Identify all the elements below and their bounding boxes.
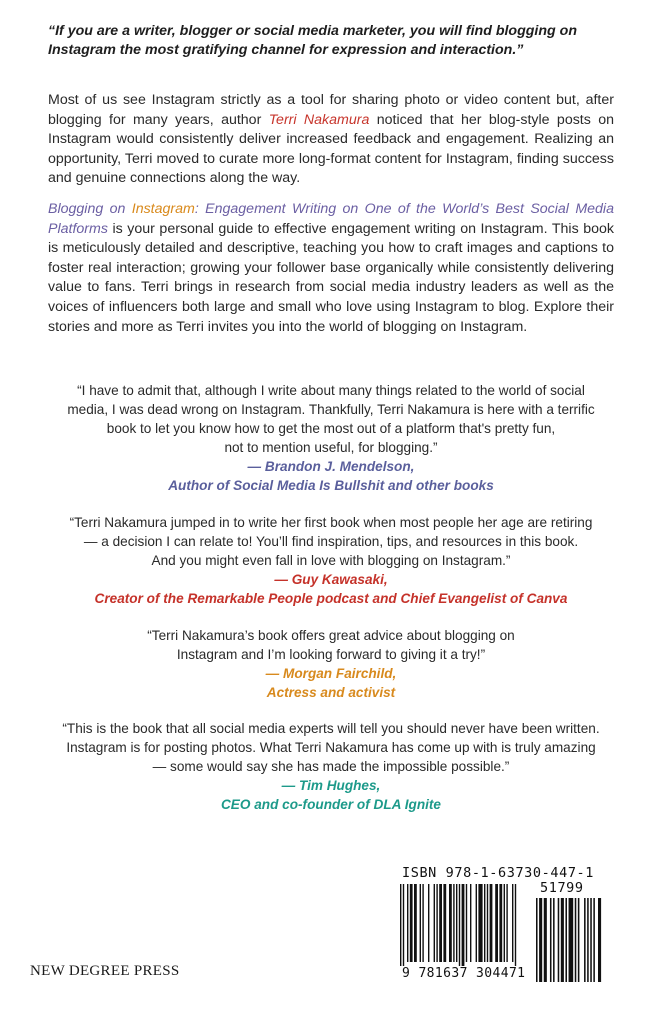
barcode-bar (506, 884, 507, 962)
barcode-bar (459, 884, 460, 966)
blurb-quote-line: media, I was dead wrong on Instagram. Thankfully, Terri Nakamura is here with a terrific (67, 402, 595, 417)
book-title-part-3: : Engagement Writing on One of the World’s Best Social Media Platforms (48, 201, 614, 237)
blurb-quote-line: And you might even fall in love with blogging on Instagram.” (151, 553, 511, 568)
barcode-bar (410, 884, 413, 962)
blurb-quote-line: book to let you know how to get the most out of a platform that's pretty fun, (106, 421, 556, 436)
barcode-bar (553, 898, 555, 982)
barcode-bar (470, 884, 471, 962)
blurb-mendelson (40, 381, 622, 495)
blurb-quote-line: — some would say she has made the impossible possible.” (152, 759, 510, 774)
barcode-bar (400, 884, 401, 966)
blurb-quote-line: Instagram and I’m looking forward to giving it a try!” (176, 647, 486, 662)
barcode-bar (536, 898, 538, 982)
blurb-quote-line: — a decision I can relate to! You’ll find inspiration, tips, and resources in this book. (83, 534, 579, 549)
barcode-bar (584, 898, 586, 982)
blurb-attribution-name: — Morgan Fairchild, (265, 666, 397, 681)
barcode-bar (434, 884, 435, 962)
blurb-attribution-name: — Guy Kawasaki, (274, 572, 388, 587)
barcode-bar (414, 884, 417, 962)
blurb-attribution-name: — Tim Hughes, (281, 778, 381, 793)
barcode-bar (453, 884, 454, 962)
barcode-bar (428, 884, 429, 962)
barcode-bar (587, 898, 589, 982)
publisher-name: NEW DEGREE PRESS (30, 963, 180, 979)
barcode-addon-number: 51799 (540, 880, 584, 896)
addon-barcode (536, 898, 606, 982)
blurb-quote-line: Instagram is for posting photos. What Terri Nakamura has come up with is truly amazing (66, 740, 596, 755)
blurb-quote-line: “I have to admit that, although I write about many things related to the world of social (77, 383, 585, 398)
barcode-bar (565, 898, 567, 982)
intro-quote: “If you are a writer, blogger or social media marketer, you will find blogging on Instagram the most gratifying channel for expression and interaction.” (48, 23, 577, 58)
blurb-attribution-name: — Brandon J. Mendelson, (247, 459, 415, 474)
blurb-fairchild (40, 626, 622, 702)
barcode-bar (466, 884, 467, 962)
barcode-bar (590, 898, 592, 982)
barcode-bar (550, 898, 552, 982)
book-title-part-2: Instagram (131, 201, 195, 217)
barcode-bar (515, 884, 516, 966)
blurb-kawasaki (40, 513, 622, 608)
blurb-quote-line: “Terri Nakamura jumped in to write her first book when most people her age are retiring (69, 515, 593, 530)
barcode-bar (593, 898, 595, 982)
blurb-quote-line: “Terri Nakamura’s book offers great advice about blogging on (147, 628, 515, 643)
barcode-bar (504, 884, 505, 962)
description-paragraph-1 (48, 91, 614, 189)
barcode-bar (439, 884, 442, 962)
barcode-bar (487, 884, 488, 962)
barcode-bar (544, 898, 547, 982)
book-title-part-1: Blogging on (48, 201, 126, 217)
barcode-bar (443, 884, 446, 962)
barcode-bar (569, 898, 574, 982)
barcode-bar (495, 884, 498, 962)
description-paragraph-2 (48, 200, 614, 337)
barcode-bar (575, 898, 577, 982)
blurb-attribution-title: Author of Social Media Is Bullshit and other books (168, 478, 494, 493)
blurb-quote-line: not to mention useful, for blogging.” (224, 440, 438, 455)
blurb-attribution-title: CEO and co-founder of DLA Ignite (220, 797, 441, 812)
blurb-quote-line: “This is the book that all social media experts will tell you should never have been written. (62, 721, 600, 736)
paragraph-1-text-a: Most of us see Instagram strictly as a tool for sharing photo or video content but, after blogging for many years, author (48, 92, 614, 128)
paragraph-1-text-b: noticed that her blog-style posts on Instagram would consistently deliver increased feedback and engagement. Realizing an opportunity, Terri moved to curate more long-format content for Instagram, finding success and genuine connections along the way. (48, 111, 615, 187)
barcode-bar (490, 884, 493, 962)
blurb-hughes (40, 719, 622, 814)
barcode-bar (449, 884, 452, 962)
barcode-bar (484, 884, 485, 962)
barcode-bar (512, 884, 513, 962)
blurb-attribution-title: Actress and activist (266, 685, 396, 700)
barcode-bar (420, 884, 421, 962)
paragraph-2-body: is your personal guide to effective engagement writing on Instagram. This book is meticulously detailed and descriptive, teaching you how to craft images and captions to foster real interaction; growing your follower base organically while consistently delivering value to fans. Terri brings in research from social media industry leaders as well as the voices of influencers both large and small who love using Instagram to blog. Explore their stories and more as Terri invites you into the world of blogging on Instagram. (48, 220, 614, 335)
barcode-bar (476, 884, 477, 962)
ean-digits: 9 781637 304471 (402, 966, 526, 981)
barcode-bar (598, 898, 601, 982)
barcode-bar (462, 884, 465, 966)
barcode-bar (499, 884, 502, 962)
ean-barcode (400, 884, 528, 966)
blurb-attribution-title: Creator of the Remarkable People podcast and Chief Evangelist of Canva (94, 591, 568, 606)
barcode-bar (539, 898, 542, 982)
barcode-bar (403, 884, 404, 966)
author-name: Terri Nakamura (268, 111, 370, 128)
barcode-bar (407, 884, 408, 962)
barcode-bar (561, 898, 564, 982)
barcode-bar (478, 884, 482, 962)
isbn-label: ISBN 978-1-63730-447-1 (402, 865, 595, 881)
barcode-bar (578, 898, 580, 982)
barcode-bar (436, 884, 437, 962)
barcode-bar (422, 884, 423, 962)
barcode-bar (456, 884, 457, 962)
barcode-bar (558, 898, 560, 982)
